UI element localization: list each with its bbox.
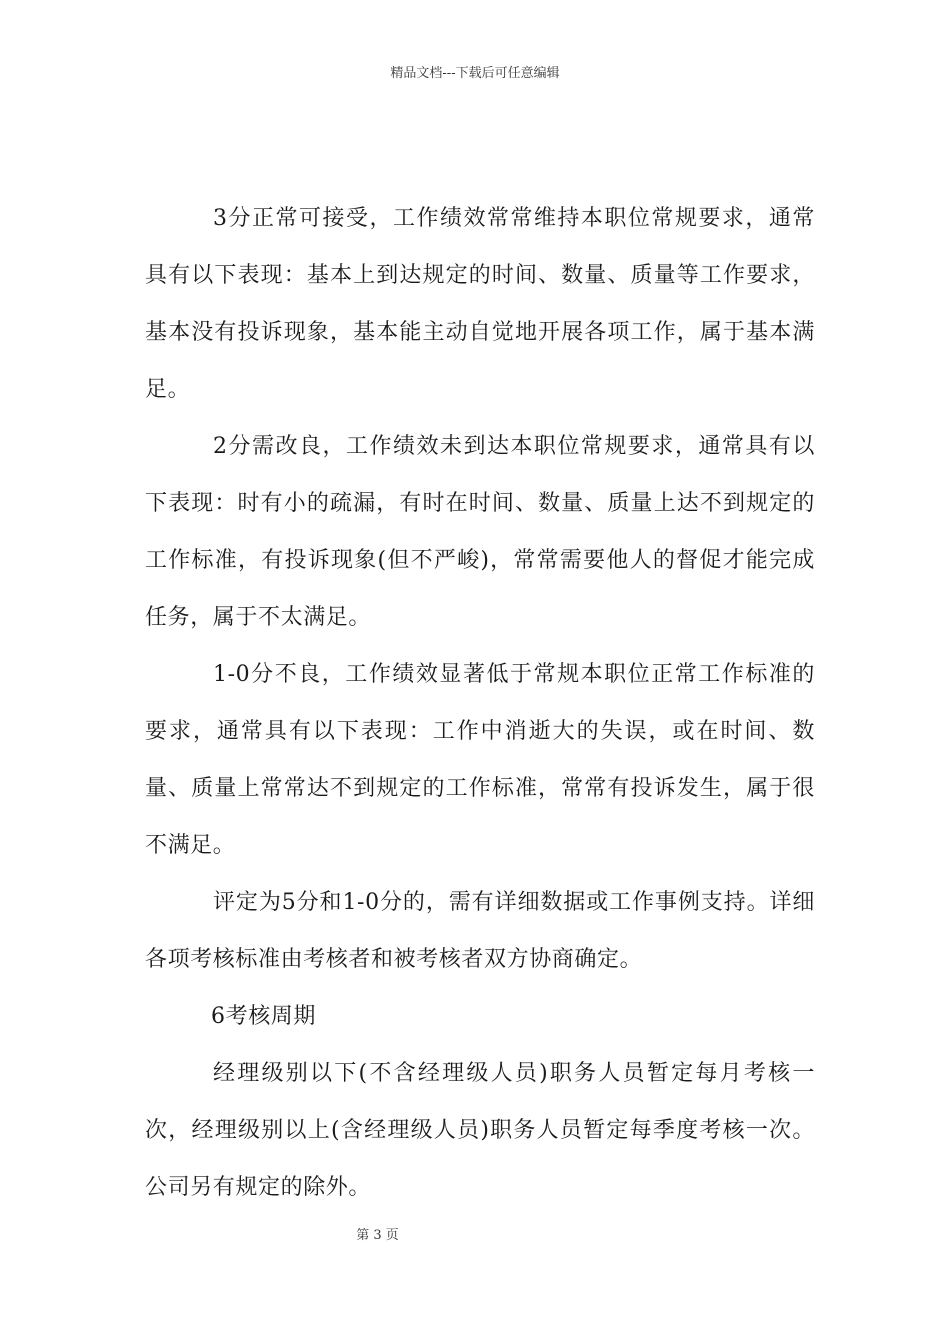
paragraph-score-2: 2分需改良，工作绩效未到达本职位常规要求，通常具有以下表现：时有小的疏漏，有时在时间、数量、质量上达不到规定的工作标准，有投诉现象(但不严峻)，常常需要他人的督促才能完成任务，属于不太满足。 <box>145 434 815 630</box>
paragraph-assessment-period: 经理级别以下(不含经理级人员)职务人员暂定每月考核一次，经理级别以上(含经理级人员)职务人员暂定每季度考核一次。公司另有规定的除外。 <box>145 1061 815 1200</box>
paragraph-score-1-0: 1-0分不良，工作绩效显著低于常规本职位正常工作标准的要求，通常具有以下表现：工作中消逝大的失误，或在时间、数量、质量上常常达不到规定的工作标准，常常有投诉发生，属于很不满足。 <box>145 662 815 858</box>
paragraph-score-3: 3分正常可接受，工作绩效常常维持本职位常规要求，通常具有以下表现：基本上到达规定的时间、数量、质量等工作要求，基本没有投诉现象，基本能主动自觉地开展各项工作，属于基本满足。 <box>145 206 815 402</box>
page-header: 精品文档---下载后可任意编辑 <box>390 66 560 81</box>
page-number: 第 3 页 <box>356 1228 399 1243</box>
paragraph-evaluation-note: 评定为5分和1-0分的，需有详细数据或工作事例支持。详细各项考核标准由考核者和被考核者双方协商确定。 <box>145 890 815 972</box>
document-body <box>145 190 815 1216</box>
section-heading: 6考核周期 <box>211 1004 316 1029</box>
